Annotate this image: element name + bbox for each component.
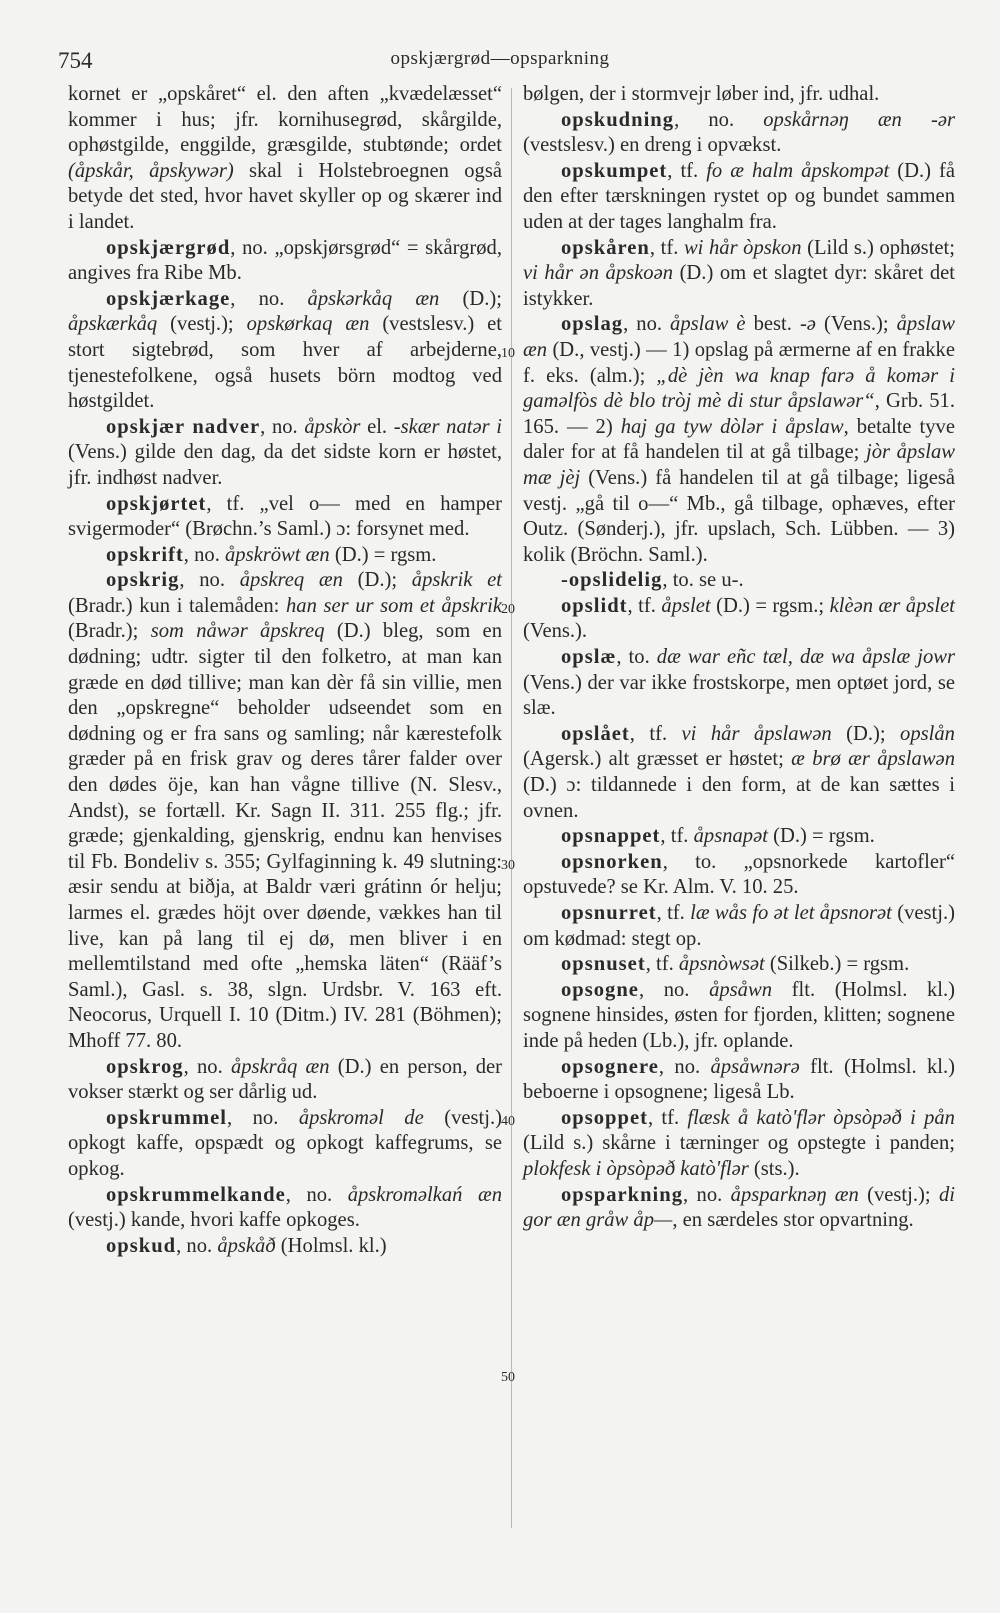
- column-divider: [511, 88, 512, 1528]
- page-number: 754: [58, 48, 93, 73]
- entry-opsoppet: opsoppet, tf. flæsk å katò'flər òpsòpəð i pån (Lild s.) skårne i tærninger og opstegte i panden; plokfesk i òpsòpəð katò'flər (sts.).: [523, 1106, 955, 1180]
- entry-opskud: opskud, no. åpskåð (Holmsl. kl.): [106, 1234, 387, 1257]
- entry-opskrift: opskrift, no. åpskröwt æn (D.) = rgsm.: [106, 543, 437, 566]
- entry-continuation: bølgen, der i stormvejr løber ind, jfr. udhal.: [523, 83, 880, 105]
- entry-opslidt: opslidt, tf. åpslet (D.) = rgsm.; klèən ær åpslet (Vens.).: [523, 594, 955, 643]
- headword: opskrummel: [106, 1106, 227, 1129]
- headword: -opslidelig: [561, 569, 663, 592]
- entry-opskumpet: opskumpet, tf. fo æ halm åpskompət (D.) få den efter tærskningen rystet op og bundet sammen uden at der tages langhalm fra.: [523, 159, 955, 233]
- headword: opskjærgrød: [106, 236, 231, 259]
- headword: opsoppet: [561, 1106, 648, 1129]
- headword: opskudning: [561, 108, 675, 131]
- entry-opsnurret: opsnurret, tf. læ wås fo ət let åpsnorət (vestj.) om kødmad: stegt op.: [523, 902, 955, 950]
- entry-opskudning: opskudning, no. opskårnəŋ æn -ər (vestslesv.) en dreng i opvækst.: [523, 108, 956, 157]
- entry-opsogne: opsogne, no. åpsåwn flt. (Holmsl. kl.) sognene hinsides, østen for fjorden, klitten; sognene inde på heden (Lb.), jfr. oplande.: [523, 978, 955, 1052]
- headword: opsogne: [561, 978, 639, 1001]
- headword: opskjørtet: [106, 492, 207, 515]
- entry-opskrig: opskrig, no. åpskreq æn (D.); åpskrik et (Bradr.) kun i talemåden: han ser ur som et åpskrik (Bradr.); som nåwər åpskreq (D.) bleg, som en dødning; udtr. sigter til den folketro, at man kan græde en død tillive; man kan dèr få sin villie, men den „opskregne“ beholder udseendet som en dødning og er fra sans og samling; når kærestefolk græder på en frisk grav og deres tårer falder over den dødes öje, kan han vågne tillive (N. Slesv., Andst), se fortæll. Kr. Sagn II. 311. 255 flg.; jfr. græde; gjenkalding, gjenskrig, endnu kan henvises til Fb. Bondeliv s. 355; Gylfaginning k. 49 slutning: æsir sendu at biðja, at Baldr væri grátinn ór helju; larmes el. grædes höjt over døende, vækkes han til live, kan på lang til ej dø, men bliver i en mellemtilstand med ofte „hemska läten“ (Rääf’s Saml.), Gasl. s. 38, slgn. Urdsbr. V. 163 eft. Neocorus, Urquell I. 10 (Ditm.) IV. 281 (Böhmen); Mhoff 77. 80.: [68, 569, 502, 1052]
- entry-opsparkning: opsparkning, no. åpsparknəŋ æn (vestj.); di gor æn gråw åp—, en særdeles stor opvartning.: [523, 1183, 955, 1232]
- entry-opsnappet: opsnappet, tf. åpsnapət (D.) = rgsm.: [561, 825, 875, 848]
- entry-opskjaergrod: opskjærgrød, no. „opskjørsgrød“ = skårgrød, angives fra Ribe Mb.: [68, 236, 502, 285]
- line-number-10: 10: [501, 346, 515, 361]
- entry-opskjortet: opskjørtet, tf. „vel o— med en hamper svigermoder“ (Brøchn.’s Saml.) ɔ: forsynet med.: [68, 492, 502, 541]
- headword: opskrummelkande: [106, 1183, 286, 1206]
- line-number-30: 30: [501, 858, 515, 873]
- headword: opskrig: [106, 569, 180, 592]
- headword: opskud: [106, 1234, 177, 1257]
- left-column: [68, 82, 502, 1259]
- line-number-20: 20: [501, 602, 515, 617]
- entry-opsnuset: opsnuset, tf. åpsnòwsət (Silkeb.) = rgsm.: [561, 953, 910, 976]
- headword: opskåren: [561, 236, 650, 259]
- line-number-50: 50: [501, 1370, 515, 1385]
- headword: opskrog: [106, 1055, 184, 1078]
- headword: opslæ: [561, 646, 617, 669]
- headword: opskjær nadver: [106, 415, 261, 438]
- entry-continuation: kornet er „opskåret“ el. den aften „kvædelæsset“ kommer i hus; jfr. kornihusegrød, skårgilde, ophøstgilde, enggilde, græsgilde, stubtønde; ordet (åpskår, åpskywər) skal i Holstebroegnen også betyde det sted, hvor havet skyller op og skærer ind i landet.: [68, 83, 502, 233]
- running-head: opskjærgrød—opsparkning: [390, 48, 610, 69]
- entry-opsnorken: opsnorken, to. „opsnorkede kartofler“ opstuvede? se Kr. Alm. V. 10. 25.: [523, 850, 955, 899]
- headword: opsnuset: [561, 953, 646, 976]
- headword: opskumpet: [561, 159, 668, 182]
- entry-opskrog: opskrog, no. åpskråq æn (D.) en person, der vokser stærkt og ser dårlig ud.: [68, 1055, 502, 1104]
- headword: opslået: [561, 722, 630, 745]
- entry-opsognere: opsognere, no. åpsåwnərə flt. (Holmsl. kl.) beboerne i opsognene; ligeså Lb.: [523, 1055, 955, 1104]
- entry-opslae: opslæ, to. dæ war eñc tæl, dæ wa åpslæ jowr (Vens.) der var ikke frostskorpe, men optøet jord, se slæ.: [523, 646, 955, 720]
- entry-opskrummelkande: opskrummelkande, no. åpskromәlkań æn (vestj.) kande, hvori kaffe opkoges.: [68, 1183, 502, 1232]
- right-column: [523, 82, 955, 1234]
- headword: opslag: [561, 313, 624, 336]
- entry-opslaaet: opslået, tf. vi hår åpslawən (D.); opslån (Agersk.) alt græsset er høstet; æ brø ær åpslawən (D.) ɔ: tildannede i den form, at de kan sættes i ovnen.: [523, 722, 955, 822]
- entry-opslag: opslag, no. åpslaw è best. -ə (Vens.); åpslaw æn (D., vestj.) — 1) opslag på ærmerne af en frakke f. eks. (alm.); „dè jèn wa knap farə å komər i gamәlfòs dè blo tròj mè di stur åpslawər“, Grb. 51. 165. — 2) haj ga tyw dòlər i åpslaw, betalte tyve daler for at få handelen til at gå tilbage; jòr åpslaw mæ jèj (Vens.) få handelen til at gå tilbage; ligeså vestj. „gå til o—“ Mb., gå tilbage, ophæves, efter Outz. (Sønderj.), jfr. upslach, Sch. Lübben. — 3) kolik (Bröchn. Saml.).: [523, 313, 955, 566]
- entry-opskrummel: opskrummel, no. åpskromәl de (vestj.) opkogt kaffe, opspædt og opkogt kaffegrums, se opkog.: [68, 1106, 502, 1180]
- entry-opskjaer-nadver: opskjær nadver, no. åpskòr el. -skær natər i (Vens.) gilde den dag, da det sidste korn er høstet, jfr. indhøst nadver.: [68, 415, 502, 489]
- headword: opskjærkage: [106, 287, 231, 310]
- entry-opskaaren: opskåren, tf. wi hår òpskon (Lild s.) ophøstet; vi hår ən åpskoən (D.) om et slagtet dyr: skåret det istykker.: [523, 236, 956, 310]
- headword: opsnurret: [561, 902, 657, 924]
- headword: opsnorken: [561, 850, 663, 873]
- headword: opskrift: [106, 543, 184, 566]
- headword: opsognere: [561, 1055, 659, 1078]
- headword: opsparkning: [561, 1183, 684, 1206]
- entry-opskjaerkage: opskjærkage, no. åpskərkåq æn (D.); åpskærkåq (vestj.); opskørkaq æn (vestslesv.) et stort sigtebrød, som hver af arbejderne, tjenestefolkene, også husets börn modtog ved høstgildet.: [68, 287, 503, 413]
- line-number-40: 40: [501, 1114, 515, 1129]
- headword: opsnappet: [561, 825, 661, 848]
- entry-opslidelig: -opslidelig, to. se u-.: [561, 569, 744, 592]
- headword: opslidt: [561, 594, 628, 617]
